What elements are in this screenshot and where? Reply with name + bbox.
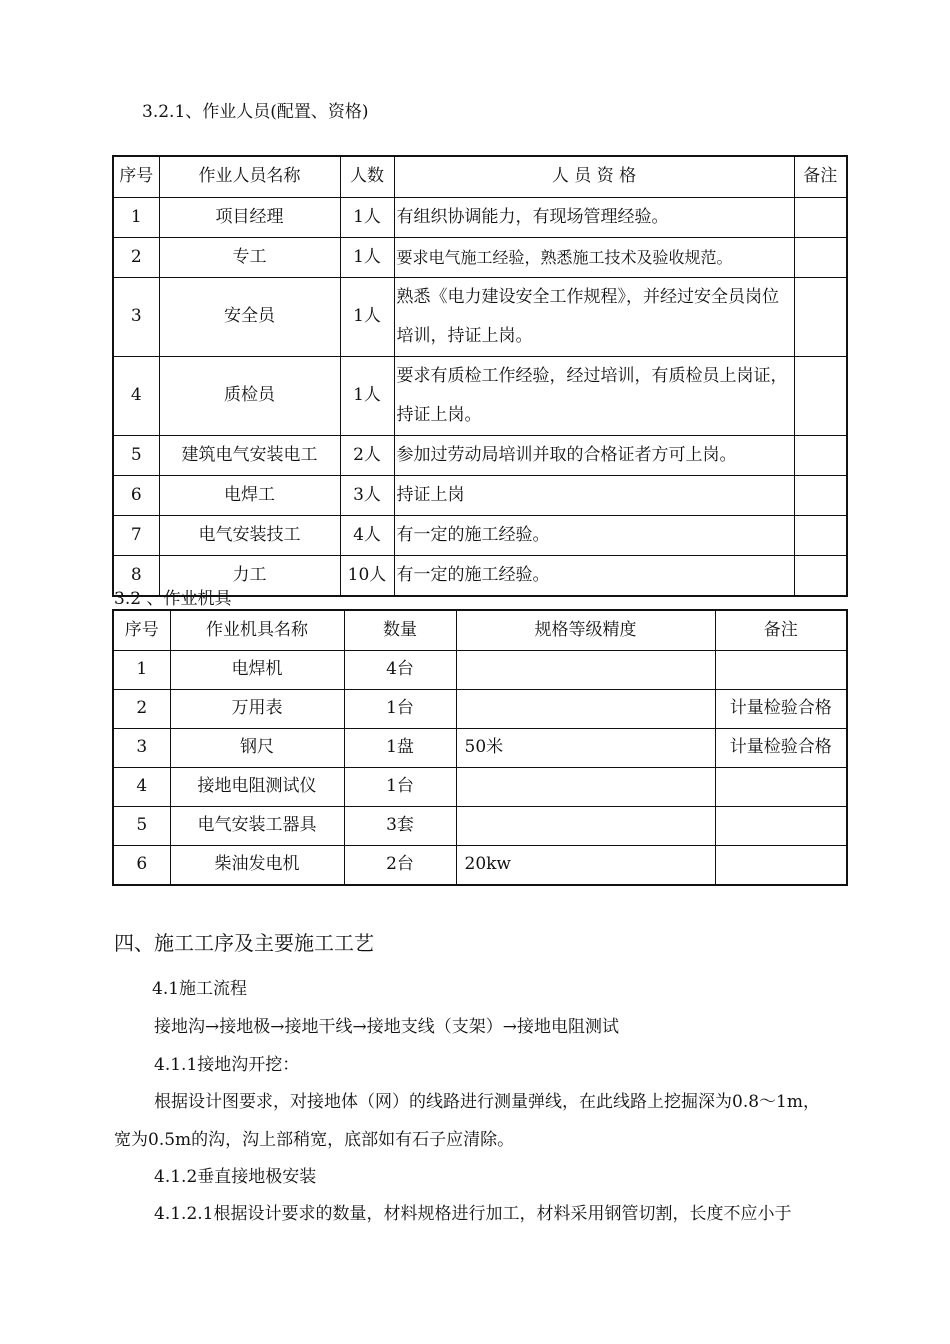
- row-qualification: 要求电气施工经验，熟悉施工技术及验收规范。: [394, 237, 794, 277]
- row-qualification: 有一定的施工经验。: [394, 515, 794, 555]
- header-qty: 数量: [344, 610, 456, 650]
- row-spec: [456, 650, 715, 689]
- row-name: 电焊机: [170, 650, 344, 689]
- row-no: 5: [113, 435, 159, 475]
- row-note: [715, 845, 847, 885]
- row-note: 计量检验合格: [715, 689, 847, 728]
- row-no: 3: [113, 277, 159, 356]
- row-no: 3: [113, 728, 170, 767]
- equipment-header-row: [113, 610, 847, 650]
- row-qty: 1台: [344, 689, 456, 728]
- row-no: 4: [113, 767, 170, 806]
- section-4-1-1-title: 4.1.1接地沟开挖：: [154, 1055, 300, 1075]
- row-note: [794, 277, 847, 356]
- row-qty: 2台: [344, 845, 456, 885]
- equipment-row: [113, 767, 847, 806]
- personnel-row: [113, 475, 847, 515]
- row-qty: 3套: [344, 806, 456, 845]
- row-note: 计量检验合格: [715, 728, 847, 767]
- equipment-row: [113, 728, 847, 767]
- header-no: 序号: [113, 156, 159, 197]
- row-name: 接地电阻测试仪: [170, 767, 344, 806]
- header-name: 作业人员名称: [159, 156, 340, 197]
- row-name: 万用表: [170, 689, 344, 728]
- row-note: [794, 555, 847, 596]
- row-name: 电气安装工器具: [170, 806, 344, 845]
- equipment-table: [112, 609, 848, 886]
- equipment-row: [113, 845, 847, 885]
- personnel-row: [113, 435, 847, 475]
- row-name: 质检员: [159, 356, 340, 435]
- row-name: 项目经理: [159, 197, 340, 237]
- row-name: 专工: [159, 237, 340, 277]
- equipment-row: [113, 650, 847, 689]
- row-name: 安全员: [159, 277, 340, 356]
- row-no: 1: [113, 197, 159, 237]
- row-note: [715, 806, 847, 845]
- row-note: [794, 515, 847, 555]
- section-4-title: 四、施工工序及主要施工工艺: [114, 931, 374, 955]
- row-name: 电焊工: [159, 475, 340, 515]
- row-qualification: 有一定的施工经验。: [394, 555, 794, 596]
- row-spec: [456, 806, 715, 845]
- row-no: 5: [113, 806, 170, 845]
- section-3-2-1-title: 3.2.1、作业人员(配置、资格): [142, 102, 369, 122]
- row-note: [715, 767, 847, 806]
- row-count: 1人: [340, 277, 394, 356]
- row-qty: 1盘: [344, 728, 456, 767]
- row-qty: 4台: [344, 650, 456, 689]
- header-name: 作业机具名称: [170, 610, 344, 650]
- row-no: 6: [113, 475, 159, 515]
- row-qualification: 要求有质检工作经验，经过培训，有质检员上岗证，持证上岗。: [394, 356, 794, 435]
- row-note: [794, 197, 847, 237]
- section-4-1-1-paragraph-line2: 宽为0.5m的沟，沟上部稍宽，底部如有石子应清除。: [114, 1130, 515, 1150]
- row-no: 4: [113, 356, 159, 435]
- row-count: 1人: [340, 356, 394, 435]
- section-4-1-1-paragraph-line1: 根据设计图要求，对接地体（网）的线路进行测量弹线，在此线路上挖掘深为0.8～1m，: [154, 1092, 820, 1112]
- equipment-row: [113, 689, 847, 728]
- row-spec: [456, 689, 715, 728]
- row-no: 7: [113, 515, 159, 555]
- row-count: 2人: [340, 435, 394, 475]
- row-name: 钢尺: [170, 728, 344, 767]
- row-note: [794, 356, 847, 435]
- row-note: [794, 237, 847, 277]
- row-note: [794, 435, 847, 475]
- row-no: 2: [113, 689, 170, 728]
- row-count: 1人: [340, 197, 394, 237]
- personnel-header-row: [113, 156, 847, 197]
- header-note: 备注: [794, 156, 847, 197]
- row-name: 力工: [159, 555, 340, 596]
- row-count: 3人: [340, 475, 394, 515]
- row-name: 建筑电气安装电工: [159, 435, 340, 475]
- header-spec: 规格等级精度: [456, 610, 715, 650]
- row-note: [715, 650, 847, 689]
- row-count: 4人: [340, 515, 394, 555]
- row-spec: 20kw: [456, 845, 715, 885]
- row-qualification: 持证上岗: [394, 475, 794, 515]
- header-qualification: 人 员 资 格: [394, 156, 794, 197]
- section-3-2-title: 3.2 、作业机具: [114, 589, 232, 609]
- row-no: 8: [113, 555, 159, 596]
- row-spec: [456, 767, 715, 806]
- header-count: 人数: [340, 156, 394, 197]
- personnel-row: [113, 515, 847, 555]
- personnel-row: [113, 277, 847, 356]
- personnel-row: [113, 237, 847, 277]
- header-note: 备注: [715, 610, 847, 650]
- row-spec: 50米: [456, 728, 715, 767]
- row-note: [794, 475, 847, 515]
- row-qualification: 参加过劳动局培训并取的合格证者方可上岗。: [394, 435, 794, 475]
- row-name: 柴油发电机: [170, 845, 344, 885]
- header-no: 序号: [113, 610, 170, 650]
- row-count: 1人: [340, 237, 394, 277]
- section-4-1-2-title: 4.1.2垂直接地极安装: [154, 1167, 317, 1187]
- row-qualification: 熟悉《电力建设安全工作规程》，并经过安全员岗位培训，持证上岗。: [394, 277, 794, 356]
- equipment-row: [113, 806, 847, 845]
- row-name: 电气安装技工: [159, 515, 340, 555]
- construction-flow: 接地沟→接地极→接地干线→接地支线（支架）→接地电阻测试: [154, 1017, 619, 1037]
- personnel-table: [112, 155, 848, 597]
- personnel-row: [113, 197, 847, 237]
- section-4-1-2-1-paragraph: 4.1.2.1根据设计要求的数量，材料规格进行加工，材料采用钢管切割，长度不应小于: [154, 1204, 792, 1224]
- row-no: 1: [113, 650, 170, 689]
- row-count: 10人: [340, 555, 394, 596]
- row-no: 2: [113, 237, 159, 277]
- row-qualification: 有组织协调能力，有现场管理经验。: [394, 197, 794, 237]
- row-qty: 1台: [344, 767, 456, 806]
- section-4-1-title: 4.1施工流程: [152, 979, 248, 999]
- personnel-row: [113, 356, 847, 435]
- row-no: 6: [113, 845, 170, 885]
